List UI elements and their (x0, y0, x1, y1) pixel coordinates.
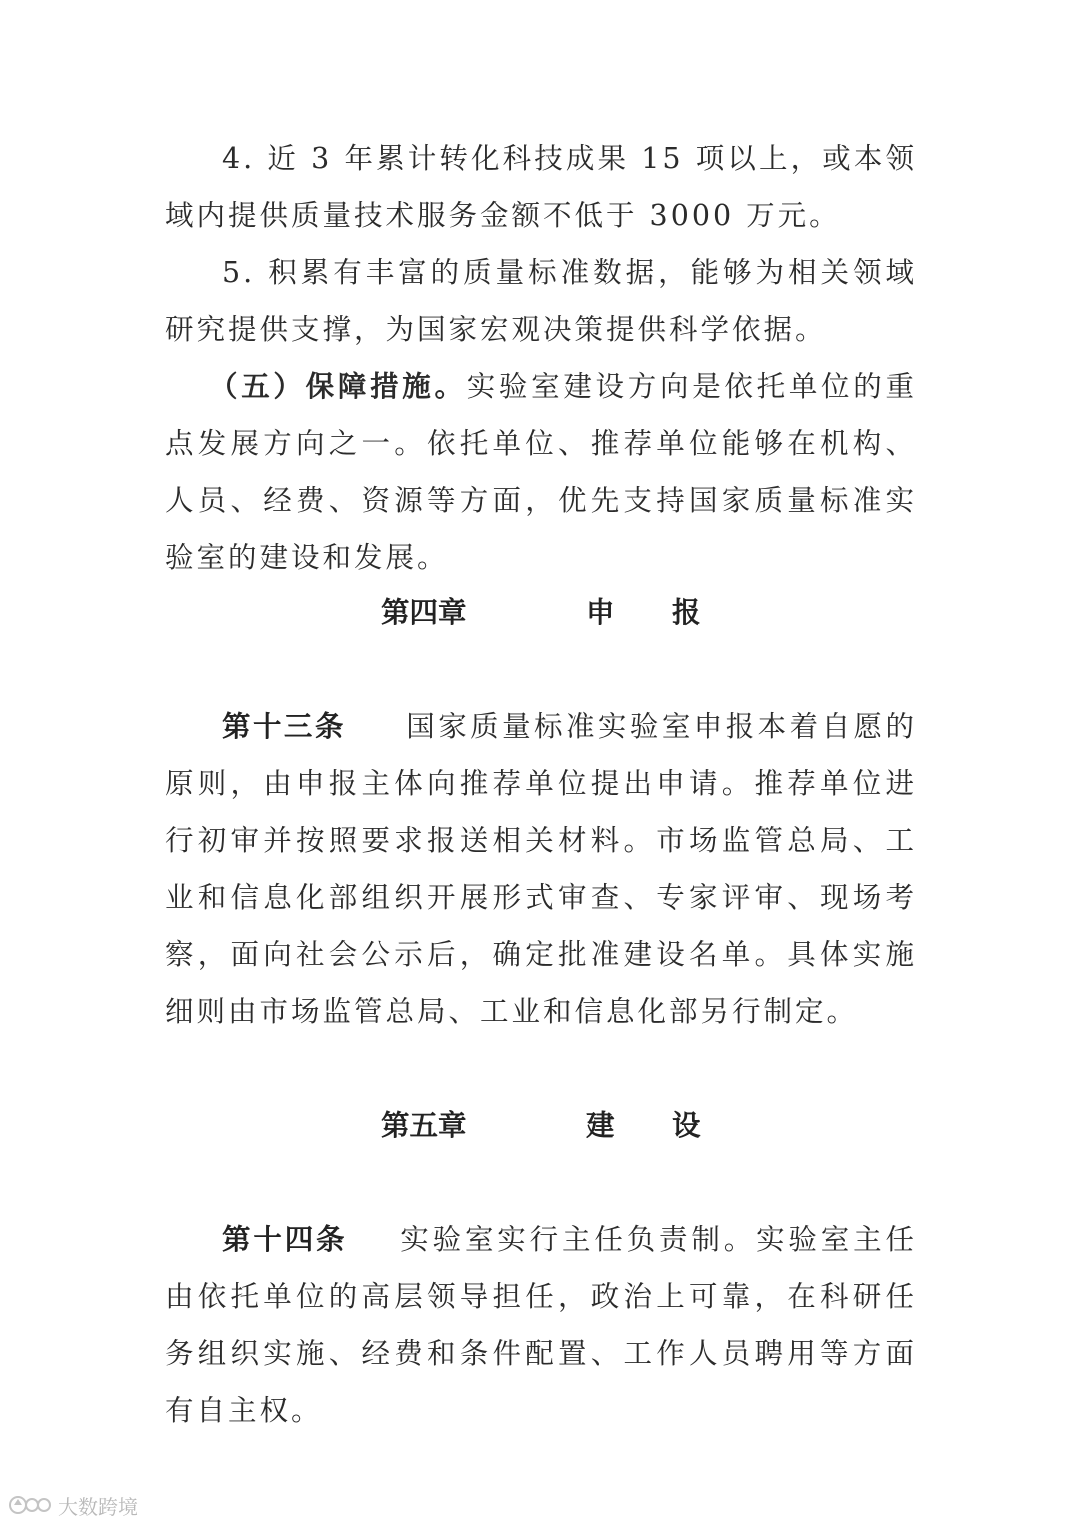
article-label: 第十三条 (222, 710, 346, 743)
paragraph-item-5: 5. 积累有丰富的质量标准数据，能够为相关领域研究提供支撑，为国家宏观决策提供科学依据。 (165, 256, 917, 346)
article-text: 国家质量标准实验室申报本着自愿的原则，由申报主体向推荐单位提出申请。推荐单位进行初审并按照要求报送相关材料。市场监管总局、工业和信息化部组织开展形式审查、专家评审、现场考察，面向社会公示后，确定批准建设名单。具体实施细则由市场监管总局、工业和信息化部另行制定。 (165, 710, 917, 1028)
article-text: 实验室实行主任负责制。实验室主任由依托单位的高层领导担任，政治上可靠，在科研任务组织实施、经费和条件配置、工作人员聘用等方面有自主权。 (165, 1223, 917, 1427)
chapter-title-char: 申 (586, 596, 615, 629)
paragraph-item-4: 4. 近 3 年累计转化科技成果 15 项以上，或本领域内提供质量技术服务金额不低于 3000 万元。 (165, 142, 917, 232)
paragraph-guarantee-measures (165, 358, 917, 586)
chapter-title-char: 设 (672, 1109, 701, 1142)
article-14 (165, 1211, 917, 1439)
article-label: 第十四条 (222, 1223, 348, 1256)
article-13 (165, 698, 917, 1040)
chapter-title-char: 报 (672, 596, 701, 629)
section-label: （五）保障措施。 (209, 369, 467, 403)
chapter-number: 第五章 (381, 1109, 467, 1142)
section-text: 实验室建设方向是依托单位的重点发展方向之一。依托单位、推荐单位能够在机构、人员、经费、资源等方面，优先支持国家质量标准实验室的建设和发展。 (165, 370, 917, 574)
logo-icon (8, 1492, 54, 1518)
chapter-number: 第四章 (381, 596, 467, 629)
watermark-text: 大数跨境 (58, 1494, 138, 1519)
watermark (8, 1490, 138, 1520)
chapter-title-char: 建 (586, 1109, 615, 1142)
